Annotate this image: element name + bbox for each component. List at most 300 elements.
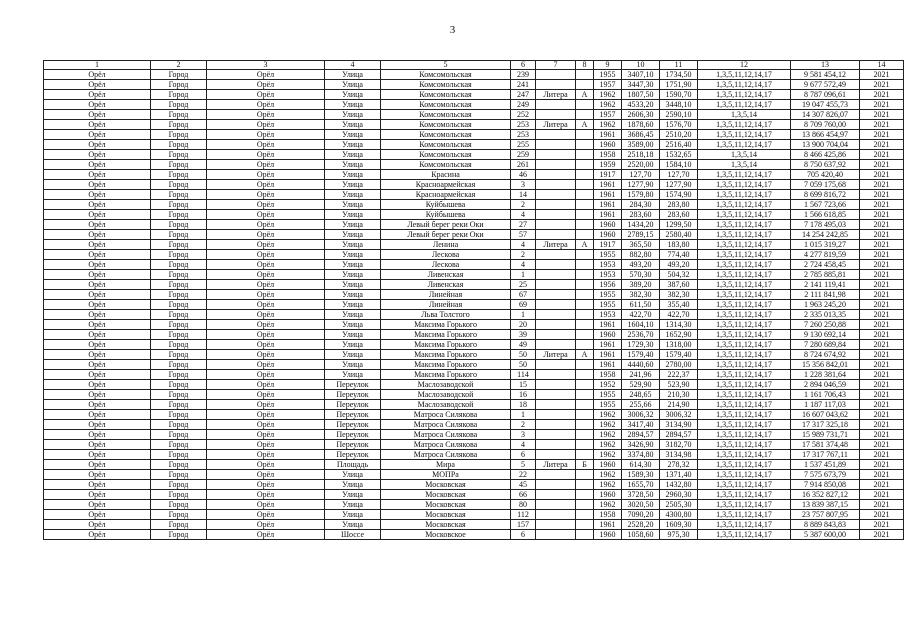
- region-cell: Орёл: [44, 160, 151, 170]
- table-row: [44, 310, 904, 320]
- table-row: [44, 400, 904, 410]
- settlement-cell: Орёл: [207, 400, 325, 410]
- street-cell: Маслозаводской: [381, 380, 511, 390]
- settlement-cell: Орёл: [207, 220, 325, 230]
- street-type-cell: Улица: [325, 300, 381, 310]
- total-area-cell: 3417,40: [622, 420, 660, 430]
- living-area-cell: 2580,40: [660, 230, 698, 240]
- settlement-type-cell: Город: [151, 420, 207, 430]
- works-code-cell: 1,3,5,11,12,14,17: [698, 350, 791, 360]
- settlement-cell: Орёл: [207, 340, 325, 350]
- street-cell: Матроса Силякова: [381, 410, 511, 420]
- letter-cell: А: [576, 120, 594, 130]
- settlement-type-cell: Город: [151, 100, 207, 110]
- works-code-cell: 1,3,5,11,12,14,17: [698, 510, 791, 520]
- settlement-type-cell: Город: [151, 340, 207, 350]
- works-code-cell: 1,3,5,11,12,14,17: [698, 200, 791, 210]
- letter-cell: Б: [576, 460, 594, 470]
- building-type-cell: [536, 170, 576, 180]
- table-row: [44, 90, 904, 100]
- settlement-type-cell: Город: [151, 70, 207, 80]
- cost-cell: 2 894 046,59: [791, 380, 860, 390]
- house-number-cell: 2: [511, 250, 536, 260]
- settlement-type-cell: Город: [151, 180, 207, 190]
- cost-cell: 2 724 458,45: [791, 260, 860, 270]
- plan-year-cell: 2021: [860, 260, 904, 270]
- works-code-cell: 1,3,5,11,12,14,17: [698, 360, 791, 370]
- settlement-cell: Орёл: [207, 120, 325, 130]
- year-cell: 1962: [594, 440, 622, 450]
- street-type-cell: Улица: [325, 190, 381, 200]
- total-area-cell: 3407,10: [622, 70, 660, 80]
- street-cell: Московская: [381, 510, 511, 520]
- works-code-cell: 1,3,5,11,12,14,17: [698, 400, 791, 410]
- living-area-cell: 4300,80: [660, 510, 698, 520]
- settlement-type-cell: Город: [151, 300, 207, 310]
- works-code-cell: 1,3,5,11,12,14,17: [698, 420, 791, 430]
- region-cell: Орёл: [44, 500, 151, 510]
- region-cell: Орёл: [44, 410, 151, 420]
- column-number-header: 13: [791, 61, 860, 70]
- settlement-type-cell: Город: [151, 410, 207, 420]
- works-code-cell: 1,3,5,11,12,14,17: [698, 310, 791, 320]
- year-cell: 1962: [594, 500, 622, 510]
- house-number-cell: 261: [511, 160, 536, 170]
- cost-cell: 17 581 374,48: [791, 440, 860, 450]
- street-type-cell: Улица: [325, 240, 381, 250]
- building-type-cell: [536, 100, 576, 110]
- house-number-cell: 16: [511, 390, 536, 400]
- street-cell: Комсомольская: [381, 70, 511, 80]
- settlement-cell: Орёл: [207, 190, 325, 200]
- settlement-type-cell: Город: [151, 470, 207, 480]
- total-area-cell: 1434,20: [622, 220, 660, 230]
- year-cell: 1962: [594, 430, 622, 440]
- letter-cell: [576, 150, 594, 160]
- works-code-cell: 1,3,5,11,12,14,17: [698, 300, 791, 310]
- street-type-cell: Улица: [325, 210, 381, 220]
- works-code-cell: 1,3,5,11,12,14,17: [698, 230, 791, 240]
- settlement-type-cell: Город: [151, 510, 207, 520]
- plan-year-cell: 2021: [860, 150, 904, 160]
- street-type-cell: Улица: [325, 490, 381, 500]
- works-code-cell: 1,3,5,14: [698, 160, 791, 170]
- total-area-cell: 1878,60: [622, 120, 660, 130]
- total-area-cell: 2518,18: [622, 150, 660, 160]
- living-area-cell: 382,30: [660, 290, 698, 300]
- settlement-type-cell: Город: [151, 230, 207, 240]
- plan-year-cell: 2021: [860, 170, 904, 180]
- house-number-cell: 3: [511, 180, 536, 190]
- plan-year-cell: 2021: [860, 210, 904, 220]
- plan-year-cell: 2021: [860, 420, 904, 430]
- house-number-cell: 4: [511, 260, 536, 270]
- street-type-cell: Улица: [325, 110, 381, 120]
- total-area-cell: 1589,30: [622, 470, 660, 480]
- letter-cell: [576, 180, 594, 190]
- settlement-type-cell: Город: [151, 480, 207, 490]
- street-cell: Московская: [381, 490, 511, 500]
- plan-year-cell: 2021: [860, 430, 904, 440]
- region-cell: Орёл: [44, 220, 151, 230]
- settlement-type-cell: Город: [151, 260, 207, 270]
- settlement-cell: Орёл: [207, 150, 325, 160]
- house-number-cell: 69: [511, 300, 536, 310]
- street-type-cell: Улица: [325, 370, 381, 380]
- street-cell: Московская: [381, 520, 511, 530]
- table-row: [44, 510, 904, 520]
- building-type-cell: Литера: [536, 240, 576, 250]
- total-area-cell: 422,70: [622, 310, 660, 320]
- building-type-cell: [536, 110, 576, 120]
- street-cell: МОПРа: [381, 470, 511, 480]
- table-row: [44, 480, 904, 490]
- year-cell: 1957: [594, 80, 622, 90]
- cost-cell: 8 889 843,83: [791, 520, 860, 530]
- street-type-cell: Улица: [325, 130, 381, 140]
- region-cell: Орёл: [44, 480, 151, 490]
- street-type-cell: Улица: [325, 100, 381, 110]
- column-number-header: 12: [698, 61, 791, 70]
- cost-cell: 7 280 689,84: [791, 340, 860, 350]
- cost-cell: 13 900 704,04: [791, 140, 860, 150]
- works-code-cell: 1,3,5,11,12,14,17: [698, 440, 791, 450]
- living-area-cell: 1751,90: [660, 80, 698, 90]
- house-number-cell: 4: [511, 440, 536, 450]
- year-cell: 1961: [594, 340, 622, 350]
- building-type-cell: [536, 260, 576, 270]
- settlement-cell: Орёл: [207, 350, 325, 360]
- cost-cell: 1 537 451,89: [791, 460, 860, 470]
- region-cell: Орёл: [44, 120, 151, 130]
- works-code-cell: 1,3,5,11,12,14,17: [698, 250, 791, 260]
- cost-cell: 7 059 175,68: [791, 180, 860, 190]
- street-type-cell: Улица: [325, 220, 381, 230]
- street-cell: Максима Горького: [381, 330, 511, 340]
- settlement-cell: Орёл: [207, 490, 325, 500]
- plan-year-cell: 2021: [860, 480, 904, 490]
- street-cell: Максима Горького: [381, 340, 511, 350]
- street-cell: Линейная: [381, 290, 511, 300]
- works-code-cell: 1,3,5,11,12,14,17: [698, 240, 791, 250]
- settlement-cell: Орёл: [207, 430, 325, 440]
- letter-cell: [576, 250, 594, 260]
- living-area-cell: 1371,40: [660, 470, 698, 480]
- plan-year-cell: 2021: [860, 310, 904, 320]
- street-cell: Куйбышева: [381, 200, 511, 210]
- cost-cell: 8 750 637,92: [791, 160, 860, 170]
- year-cell: 1962: [594, 410, 622, 420]
- table-row: [44, 170, 904, 180]
- works-code-cell: 1,3,5,11,12,14,17: [698, 70, 791, 80]
- street-type-cell: Переулок: [325, 380, 381, 390]
- house-number-cell: 112: [511, 510, 536, 520]
- settlement-cell: Орёл: [207, 70, 325, 80]
- living-area-cell: 1734,50: [660, 70, 698, 80]
- year-cell: 1917: [594, 240, 622, 250]
- plan-year-cell: 2021: [860, 360, 904, 370]
- table-row: [44, 390, 904, 400]
- plan-year-cell: 2021: [860, 250, 904, 260]
- building-type-cell: [536, 470, 576, 480]
- living-area-cell: 493,20: [660, 260, 698, 270]
- house-number-cell: 252: [511, 110, 536, 120]
- region-cell: Орёл: [44, 510, 151, 520]
- year-cell: 1960: [594, 530, 622, 540]
- house-number-cell: 1: [511, 310, 536, 320]
- settlement-type-cell: Город: [151, 380, 207, 390]
- table-row: [44, 180, 904, 190]
- living-area-cell: 214,90: [660, 400, 698, 410]
- year-cell: 1958: [594, 510, 622, 520]
- building-type-cell: [536, 150, 576, 160]
- building-type-cell: [536, 70, 576, 80]
- building-type-cell: [536, 130, 576, 140]
- total-area-cell: 255,66: [622, 400, 660, 410]
- living-area-cell: 2780,00: [660, 360, 698, 370]
- cost-cell: 1 161 706,43: [791, 390, 860, 400]
- street-type-cell: Улица: [325, 280, 381, 290]
- works-code-cell: 1,3,5,11,12,14,17: [698, 270, 791, 280]
- house-number-cell: 39: [511, 330, 536, 340]
- region-cell: Орёл: [44, 460, 151, 470]
- building-type-cell: Литера: [536, 120, 576, 130]
- year-cell: 1961: [594, 210, 622, 220]
- year-cell: 1958: [594, 370, 622, 380]
- cost-cell: 705 420,40: [791, 170, 860, 180]
- street-type-cell: Улица: [325, 360, 381, 370]
- settlement-type-cell: Город: [151, 360, 207, 370]
- works-code-cell: 1,3,5,11,12,14,17: [698, 260, 791, 270]
- street-type-cell: Улица: [325, 510, 381, 520]
- region-cell: Орёл: [44, 290, 151, 300]
- house-number-cell: 20: [511, 320, 536, 330]
- table-row: [44, 470, 904, 480]
- settlement-cell: Орёл: [207, 280, 325, 290]
- street-type-cell: Площадь: [325, 460, 381, 470]
- letter-cell: [576, 130, 594, 140]
- settlement-cell: Орёл: [207, 210, 325, 220]
- plan-year-cell: 2021: [860, 380, 904, 390]
- year-cell: 1961: [594, 190, 622, 200]
- settlement-type-cell: Город: [151, 210, 207, 220]
- region-cell: Орёл: [44, 180, 151, 190]
- cost-cell: 8 709 760,00: [791, 120, 860, 130]
- total-area-cell: 3589,00: [622, 140, 660, 150]
- region-cell: Орёл: [44, 430, 151, 440]
- street-cell: Комсомольская: [381, 160, 511, 170]
- street-cell: Комсомольская: [381, 110, 511, 120]
- column-number-header: 14: [860, 61, 904, 70]
- street-type-cell: Улица: [325, 80, 381, 90]
- cost-cell: 7 914 850,08: [791, 480, 860, 490]
- plan-year-cell: 2021: [860, 290, 904, 300]
- house-number-cell: 3: [511, 430, 536, 440]
- street-cell: Маслозаводской: [381, 390, 511, 400]
- total-area-cell: 241,96: [622, 370, 660, 380]
- plan-year-cell: 2021: [860, 390, 904, 400]
- year-cell: 1953: [594, 270, 622, 280]
- living-area-cell: 422,70: [660, 310, 698, 320]
- total-area-cell: 2520,00: [622, 160, 660, 170]
- total-area-cell: 3447,30: [622, 80, 660, 90]
- works-code-cell: 1,3,5,11,12,14,17: [698, 170, 791, 180]
- plan-year-cell: 2021: [860, 220, 904, 230]
- year-cell: 1956: [594, 280, 622, 290]
- settlement-type-cell: Город: [151, 80, 207, 90]
- street-type-cell: Улица: [325, 260, 381, 270]
- total-area-cell: 1058,60: [622, 530, 660, 540]
- letter-cell: [576, 140, 594, 150]
- house-number-cell: 46: [511, 170, 536, 180]
- letter-cell: [576, 470, 594, 480]
- letter-cell: [576, 490, 594, 500]
- letter-cell: [576, 420, 594, 430]
- table-row: [44, 210, 904, 220]
- region-cell: Орёл: [44, 150, 151, 160]
- year-cell: 1957: [594, 110, 622, 120]
- cost-cell: 1 567 723,66: [791, 200, 860, 210]
- works-code-cell: 1,3,5,11,12,14,17: [698, 120, 791, 130]
- letter-cell: [576, 260, 594, 270]
- plan-year-cell: 2021: [860, 330, 904, 340]
- year-cell: 1962: [594, 100, 622, 110]
- settlement-cell: Орёл: [207, 520, 325, 530]
- settlement-type-cell: Город: [151, 120, 207, 130]
- table-row: [44, 460, 904, 470]
- building-type-cell: [536, 220, 576, 230]
- works-code-cell: 1,3,5,11,12,14,17: [698, 430, 791, 440]
- works-code-cell: 1,3,5,11,12,14,17: [698, 380, 791, 390]
- column-number-header: 9: [594, 61, 622, 70]
- building-type-cell: [536, 400, 576, 410]
- region-cell: Орёл: [44, 90, 151, 100]
- plan-year-cell: 2021: [860, 400, 904, 410]
- house-number-cell: 4: [511, 240, 536, 250]
- region-cell: Орёл: [44, 320, 151, 330]
- works-code-cell: 1,3,5,11,12,14,17: [698, 210, 791, 220]
- cost-cell: 8 699 816,72: [791, 190, 860, 200]
- cost-cell: 16 352 827,12: [791, 490, 860, 500]
- living-area-cell: 1584,10: [660, 160, 698, 170]
- street-cell: Матроса Силякова: [381, 450, 511, 460]
- street-cell: Комсомольская: [381, 120, 511, 130]
- table-row: [44, 330, 904, 340]
- region-cell: Орёл: [44, 210, 151, 220]
- building-type-cell: [536, 330, 576, 340]
- settlement-type-cell: Город: [151, 140, 207, 150]
- cost-cell: 2 785 885,81: [791, 270, 860, 280]
- street-cell: Левый берег реки Оки: [381, 230, 511, 240]
- settlement-type-cell: Город: [151, 390, 207, 400]
- cost-cell: 8 787 096,61: [791, 90, 860, 100]
- letter-cell: [576, 310, 594, 320]
- living-area-cell: 1579,40: [660, 350, 698, 360]
- street-cell: Комсомольская: [381, 140, 511, 150]
- settlement-type-cell: Город: [151, 250, 207, 260]
- house-number-cell: 50: [511, 350, 536, 360]
- street-type-cell: Улица: [325, 200, 381, 210]
- house-number-cell: 22: [511, 470, 536, 480]
- house-number-cell: 255: [511, 140, 536, 150]
- letter-cell: [576, 280, 594, 290]
- table-row: [44, 420, 904, 430]
- plan-year-cell: 2021: [860, 280, 904, 290]
- building-type-cell: [536, 500, 576, 510]
- street-cell: Красноармейская: [381, 180, 511, 190]
- letter-cell: [576, 510, 594, 520]
- settlement-type-cell: Город: [151, 530, 207, 540]
- street-type-cell: Улица: [325, 70, 381, 80]
- letter-cell: А: [576, 350, 594, 360]
- year-cell: 1955: [594, 390, 622, 400]
- street-type-cell: Улица: [325, 150, 381, 160]
- cost-cell: 4 277 819,59: [791, 250, 860, 260]
- building-type-cell: [536, 310, 576, 320]
- building-type-cell: [536, 490, 576, 500]
- cost-cell: 9 581 454,12: [791, 70, 860, 80]
- street-cell: Ливенская: [381, 280, 511, 290]
- table-row: [44, 440, 904, 450]
- cost-cell: 2 141 119,41: [791, 280, 860, 290]
- works-code-cell: 1,3,5,11,12,14,17: [698, 330, 791, 340]
- settlement-cell: Орёл: [207, 130, 325, 140]
- house-number-cell: 1: [511, 410, 536, 420]
- cost-cell: 16 607 043,62: [791, 410, 860, 420]
- year-cell: 1961: [594, 200, 622, 210]
- cost-cell: 7 260 250,88: [791, 320, 860, 330]
- total-area-cell: 389,20: [622, 280, 660, 290]
- living-area-cell: 1532,65: [660, 150, 698, 160]
- settlement-cell: Орёл: [207, 80, 325, 90]
- year-cell: 1955: [594, 400, 622, 410]
- living-area-cell: 278,32: [660, 460, 698, 470]
- street-cell: Московская: [381, 480, 511, 490]
- total-area-cell: 4533,20: [622, 100, 660, 110]
- settlement-type-cell: Город: [151, 320, 207, 330]
- settlement-cell: Орёл: [207, 230, 325, 240]
- settlement-type-cell: Город: [151, 270, 207, 280]
- street-type-cell: Улица: [325, 350, 381, 360]
- building-type-cell: [536, 270, 576, 280]
- living-area-cell: 2960,30: [660, 490, 698, 500]
- table-row: [44, 130, 904, 140]
- street-type-cell: Переулок: [325, 400, 381, 410]
- settlement-cell: Орёл: [207, 320, 325, 330]
- street-cell: Ливенская: [381, 270, 511, 280]
- table-row: [44, 410, 904, 420]
- street-cell: Максима Горького: [381, 320, 511, 330]
- year-cell: 1955: [594, 250, 622, 260]
- region-cell: Орёл: [44, 520, 151, 530]
- cost-cell: 8 724 674,92: [791, 350, 860, 360]
- settlement-type-cell: Город: [151, 150, 207, 160]
- plan-year-cell: 2021: [860, 160, 904, 170]
- region-cell: Орёл: [44, 80, 151, 90]
- year-cell: 1955: [594, 70, 622, 80]
- table-row: [44, 520, 904, 530]
- house-number-cell: 2: [511, 200, 536, 210]
- house-number-cell: 57: [511, 230, 536, 240]
- settlement-type-cell: Город: [151, 310, 207, 320]
- cost-cell: 8 466 425,86: [791, 150, 860, 160]
- living-area-cell: 2516,40: [660, 140, 698, 150]
- letter-cell: [576, 320, 594, 330]
- region-cell: Орёл: [44, 530, 151, 540]
- letter-cell: [576, 210, 594, 220]
- letter-cell: [576, 170, 594, 180]
- table-row: [44, 220, 904, 230]
